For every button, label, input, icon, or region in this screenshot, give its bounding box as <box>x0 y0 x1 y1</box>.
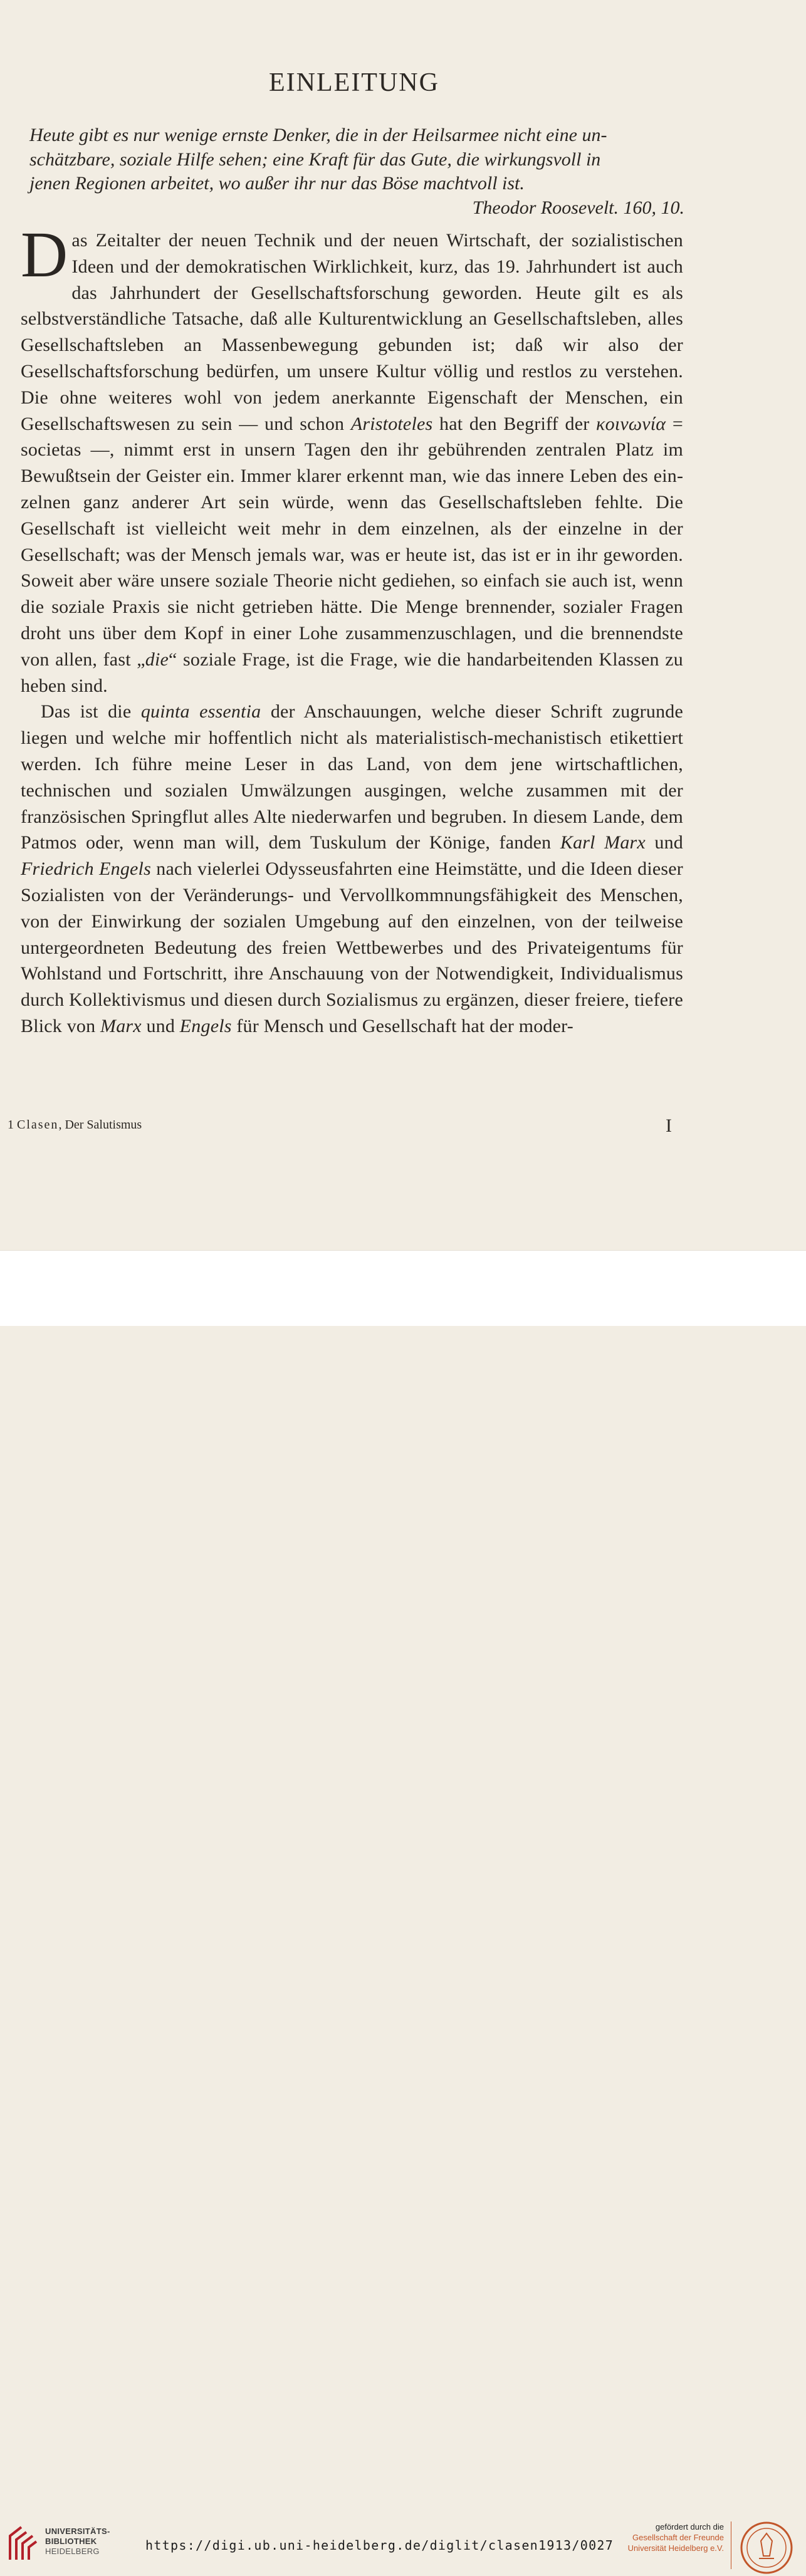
sponsor-name: Gesellschaft der Freunde <box>632 2533 724 2542</box>
text-run: und <box>645 832 684 853</box>
text-run: und <box>141 1015 180 1036</box>
library-name <box>45 2526 110 2557</box>
drop-cap: D <box>21 219 68 291</box>
university-seal-icon <box>738 2520 795 2576</box>
name-italic: Friedrich Engels <box>21 858 151 880</box>
emphasis-die: die <box>145 649 169 670</box>
text-run: = societas —, nimmt erst in unsern Tagen den ihr gebührenden zentralen Platz im Bewußtsein der Geister ein. Immer klarer erkennt man, wie das innere Leben des einzelnen ganz anderer Art sein würde, wenn das Gesellschaftsleben fehlte. Die Gesellschaft ist vielleicht weit mehr in dem einzelnen, als der einzelne in der Gesellschaft; was der Mensch jemals war, was er heute ist, das ist er in ihr geworden. Soweit aber wäre unsere soziale Theorie nicht gediehen, so einfach sie auch ist, wenn die soziale Praxis sie nicht getrieben hätte. Die Menge brennender, sozialer Fragen droht uns über dem Kopf in einer Lohe zusammenzuschlagen, und die brennendste von allen, fast „ <box>21 413 683 670</box>
paragraph-1 <box>21 219 683 699</box>
text-run: hat den Begriff der <box>432 413 597 434</box>
signature-line <box>8 1118 142 1132</box>
sheet-mark: I <box>666 1115 672 1136</box>
epigraph-line: schätzbare, soziale Hilfe sehen; eine Kraft für das Gute, die wirkungsvoll in <box>29 149 601 170</box>
signature-number: 1 <box>8 1118 14 1132</box>
name-italic: Aristoteles <box>350 413 433 434</box>
sponsor-intro: gefördert durch die <box>655 2522 724 2532</box>
text-run: für Mensch und Gesellschaft hat der moder- <box>231 1015 573 1036</box>
footer-title: , Der Salutismus <box>58 1118 142 1132</box>
chapter-heading: EINLEITUNG <box>269 68 439 97</box>
footer-author: Clasen <box>17 1118 59 1132</box>
digitization-bar <box>0 1250 806 2556</box>
permalink-url[interactable]: https://digi.ub.uni-heidelberg.de/diglit/clasen1913/0027 <box>145 2538 614 2553</box>
text-run: as Zeitalter der neuen Technik und der neuen Wirtschaft, der sozialistischen Ideen und der demokratischen Wirklichkeit, kurz, das 19. Jahrhundert ist auch das Jahrhundert der Gesellschaftsforschung geworden. Heute gilt es als selbstverständliche Tatsache, daß alle Kulturentwicklung an Gesellschaftsleben, alles Gesellschaftsleben an Massenbewegung gebunden ist; daß wir also der Gesellschaftsforschung bedürfen, um unsere Kultur völlig und restlos zu verstehen. Die ohne weiteres wohl von jedem anerkannte Eigenschaft der Menschen, ein Gesellschaftswesen zu sein — und schon <box>21 230 683 434</box>
text-run: nach vielerlei Odysseusfahrten eine Heimstätte, und die Ideen dieser Sozialisten von der Veränderungs- und Vervollkommnungsfähigkeit des Menschen, von der Einwirkung der sozialen Umgebung auf den einzelnen, von der teilweise untergeordneten Bedeutung des freien Wettbewerbes und des Privateigentums für Wohlstand und Fortschritt, ihre Anschauung von der Notwendigkeit, Individualismus durch Kollektivismus und diesen durch Sozialismus zu ergänzen, dieser freiere, tiefere Blick von <box>21 858 683 1036</box>
library-name-line: HEIDELBERG <box>45 2547 100 2556</box>
name-italic: Engels <box>179 1015 232 1036</box>
greek-term: κοινωνία <box>596 413 666 434</box>
sponsor-name: Universität Heidelberg e.V. <box>627 2543 724 2553</box>
library-name-line: BIBLIOTHEK <box>45 2537 97 2546</box>
body-text <box>21 219 684 1040</box>
latin-term: quinta essentia <box>140 701 261 722</box>
epigraph-line: jenen Regionen arbeitet, wo außer ihr nur das Böse machtvoll ist. <box>29 173 525 194</box>
epigraph-attribution: Theodor Roosevelt. 160, 10. <box>472 197 684 218</box>
paragraph-2 <box>21 699 683 1039</box>
name-italic: Karl Marx <box>560 832 646 853</box>
library-logo-icon <box>8 2525 39 2561</box>
sponsor-note <box>617 2521 724 2553</box>
library-name-line: UNIVERSITÄTS- <box>45 2526 110 2536</box>
text-run: “ soziale Frage, ist die Frage, wie die handarbeitenden Klassen zu heben sind. <box>21 649 683 696</box>
text-run: Das ist die <box>41 701 141 722</box>
epigraph <box>29 123 684 220</box>
text-run: der Anschauungen, welche dieser Schrift zugrunde liegen und welche mir hoffentlich nicht als materialistisch-mechanistisch etikettiert werden. Ich führe meine Leser in das Land, von dem jene wirtschaftlichen, technischen und sozialen Umwälzungen ausgingen, welche zusammen mit der französischen Springflut alles Alte niederwarfen und begruben. In diesem Lande, dem Patmos oder, wenn man will, dem Tuskulum der Könige, fanden <box>21 701 683 853</box>
book-page <box>0 0 806 1250</box>
name-italic: Marx <box>100 1015 142 1036</box>
epigraph-line: Heute gibt es nur wenige ernste Denker, die in der Heilsarmee nicht eine un- <box>29 125 607 145</box>
